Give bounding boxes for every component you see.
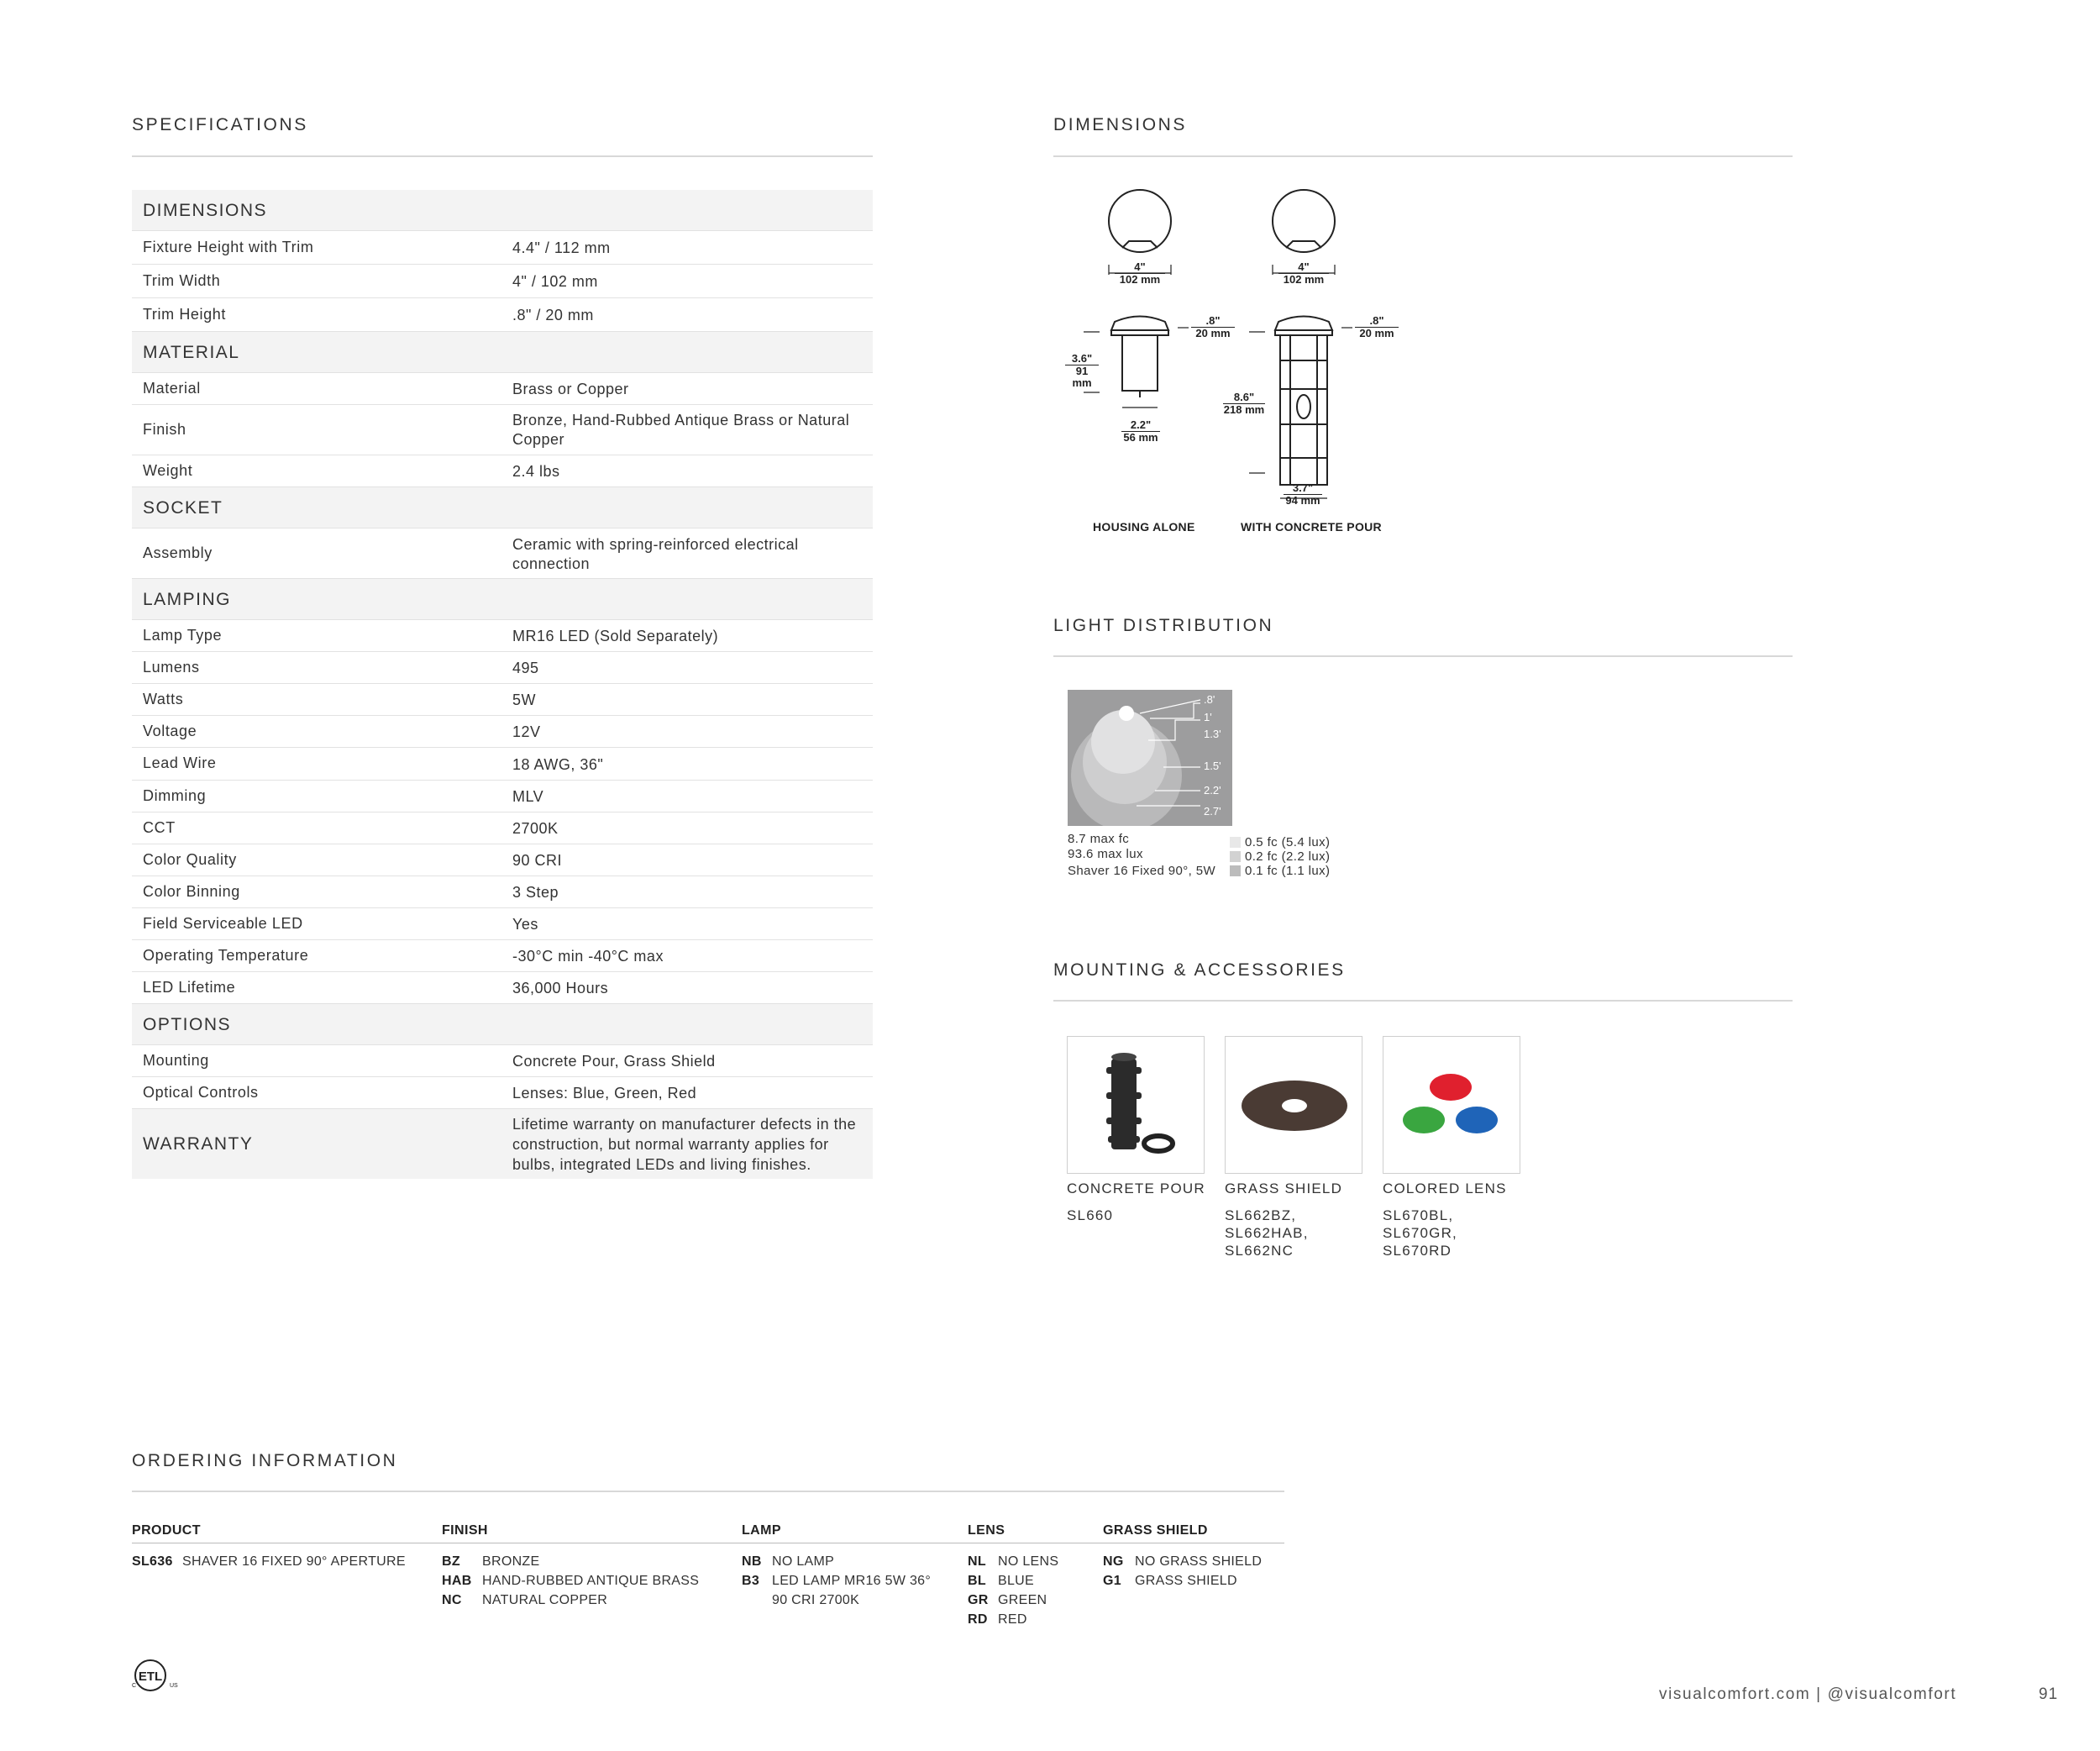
spec-category-material bbox=[132, 332, 873, 373]
spec-row bbox=[132, 908, 873, 940]
dimension-label: 3.6" 91 mm bbox=[1065, 353, 1099, 389]
accessory-codes: SL662BZ, SL662HAB, SL662NC bbox=[1225, 1207, 1309, 1259]
accessory-label: CONCRETE POUR bbox=[1067, 1180, 1205, 1196]
spec-row bbox=[132, 373, 873, 405]
concrete-pour-body bbox=[1280, 335, 1327, 485]
footer-site[interactable]: visualcomfort.com | @visualcomfort bbox=[1659, 1685, 1957, 1703]
category-title: MATERIAL bbox=[143, 343, 240, 362]
max-lux: 93.6 max lux bbox=[1068, 847, 1143, 861]
trim-top-view-right bbox=[1273, 190, 1335, 252]
divider bbox=[1053, 1000, 1793, 1002]
spec-key: Optical Controls bbox=[143, 1084, 259, 1101]
spec-value: 4.4" / 112 mm bbox=[512, 239, 611, 256]
spec-key: Finish bbox=[143, 421, 186, 438]
spec-key: Mounting bbox=[143, 1052, 209, 1069]
scale-label: 1.5' bbox=[1204, 760, 1221, 772]
dimension-label: 2.2" 56 mm bbox=[1121, 419, 1160, 444]
spec-value: 4" / 102 mm bbox=[512, 273, 598, 290]
ordering-option: HAB HAND-RUBBED ANTIQUE BRASS bbox=[442, 1574, 700, 1588]
concrete-pour-image bbox=[1067, 1036, 1205, 1174]
spec-key: Field Serviceable LED bbox=[143, 915, 303, 932]
spec-key: Operating Temperature bbox=[143, 947, 309, 964]
colored-lens-image bbox=[1383, 1036, 1520, 1174]
spec-value: -30°C min -40°C max bbox=[512, 948, 664, 965]
spec-category-options bbox=[132, 1004, 873, 1045]
spec-row bbox=[132, 528, 873, 579]
spec-row bbox=[132, 716, 873, 748]
spec-value: 495 bbox=[512, 660, 539, 676]
housing-trim bbox=[1111, 317, 1168, 331]
spec-row bbox=[132, 748, 873, 781]
accessory-label: GRASS SHIELD bbox=[1225, 1180, 1343, 1196]
ordering-header-finish: FINISH bbox=[442, 1523, 488, 1538]
accessory-codes: SL660 bbox=[1067, 1207, 1114, 1223]
concrete-pour-trim bbox=[1275, 317, 1332, 331]
spec-value: 36,000 Hours bbox=[512, 980, 609, 996]
ordering-option: NG NO GRASS SHIELD bbox=[1103, 1554, 1263, 1569]
dimension-label: 4" 102 mm bbox=[1278, 261, 1329, 286]
spec-row bbox=[132, 972, 873, 1004]
spec-key: Dimming bbox=[143, 787, 207, 804]
spec-key: Lumens bbox=[143, 659, 200, 676]
housing-body bbox=[1122, 335, 1158, 391]
spec-key: Trim Width bbox=[143, 272, 221, 289]
ordering-header-product: PRODUCT bbox=[132, 1523, 201, 1538]
spec-key: Lead Wire bbox=[143, 755, 217, 771]
scale-label: 1.3' bbox=[1204, 728, 1221, 740]
spec-row bbox=[132, 265, 873, 298]
spec-value: Brass or Copper bbox=[512, 381, 629, 397]
ordering-option: NL NO LENS bbox=[968, 1554, 1059, 1569]
page-number: 91 bbox=[2039, 1685, 2059, 1703]
dimension-label: 4" 102 mm bbox=[1115, 261, 1165, 286]
ordering-header-grass-shield: GRASS SHIELD bbox=[1103, 1523, 1208, 1538]
spec-row bbox=[132, 1077, 873, 1109]
ordering-option: BL BLUE bbox=[968, 1574, 1034, 1588]
spec-row bbox=[132, 231, 873, 265]
ordering-option: BZ BRONZE bbox=[442, 1554, 540, 1569]
category-title: SOCKET bbox=[143, 498, 223, 518]
warranty-text: Lifetime warranty on manufacturer defects in the construction, but normal warranty applies for bulbs, integrated LEDs and living finishes. bbox=[512, 1116, 857, 1173]
divider bbox=[1053, 155, 1793, 157]
spec-value: MLV bbox=[512, 788, 544, 805]
legend-swatch bbox=[1230, 865, 1241, 876]
dimension-label: 8.6" 218 mm bbox=[1223, 391, 1265, 416]
spec-category-socket bbox=[132, 487, 873, 528]
model-label: Shaver 16 Fixed 90°, 5W bbox=[1068, 864, 1216, 878]
spec-category-lamping bbox=[132, 579, 873, 620]
dimension-drawings bbox=[1053, 181, 1423, 542]
ordering-option: G1 GRASS SHIELD bbox=[1103, 1574, 1237, 1588]
legend-swatch bbox=[1230, 837, 1241, 848]
legend-label: 0.5 fc (5.4 lux) bbox=[1245, 835, 1331, 849]
ordering-option: NB NO LAMP bbox=[742, 1554, 835, 1569]
spec-value: Concrete Pour, Grass Shield bbox=[512, 1053, 716, 1070]
spec-key: Assembly bbox=[143, 544, 213, 561]
grass-shield-image bbox=[1225, 1036, 1362, 1174]
spec-key: Trim Height bbox=[143, 306, 226, 323]
category-title: DIMENSIONS bbox=[143, 201, 268, 220]
spec-row bbox=[132, 455, 873, 487]
dimension-label: .8" 20 mm bbox=[1355, 315, 1399, 339]
spec-row bbox=[132, 844, 873, 876]
ordering-option: SL636 SHAVER 16 FIXED 90° APERTURE bbox=[132, 1554, 406, 1569]
scale-label: .8' bbox=[1204, 693, 1215, 706]
divider bbox=[132, 155, 873, 157]
spec-value: 2.4 lbs bbox=[512, 463, 560, 480]
etl-certification-logo bbox=[132, 1657, 179, 1694]
caption-housing-alone: HOUSING ALONE bbox=[1093, 520, 1195, 534]
spec-value: MR16 LED (Sold Separately) bbox=[512, 628, 719, 644]
legend-swatch bbox=[1230, 851, 1241, 862]
divider bbox=[1053, 655, 1793, 657]
spec-row bbox=[132, 405, 873, 455]
svg-text:C: C bbox=[132, 1683, 137, 1689]
trim-top-view-left bbox=[1109, 190, 1171, 252]
dimension-label: 3.7" 94 mm bbox=[1284, 482, 1322, 507]
scale-label: 1' bbox=[1204, 711, 1212, 723]
ordering-option: 90 CRI 2700K bbox=[772, 1593, 860, 1607]
light-distribution-heading: LIGHT DISTRIBUTION bbox=[1053, 616, 1274, 635]
divider bbox=[132, 1491, 1284, 1492]
spec-row bbox=[132, 876, 873, 908]
ordering-option: GR GREEN bbox=[968, 1593, 1047, 1607]
light-distribution-diagram bbox=[1068, 690, 1232, 826]
spec-key: Lamp Type bbox=[143, 627, 223, 644]
specifications-table bbox=[132, 190, 873, 1179]
spec-key: Color Binning bbox=[143, 883, 240, 900]
spec-row bbox=[132, 1045, 873, 1077]
spec-value: 90 CRI bbox=[512, 852, 563, 869]
spec-row bbox=[132, 781, 873, 812]
spec-value: 3 Step bbox=[512, 884, 559, 901]
accessory-label: COLORED LENS bbox=[1383, 1180, 1507, 1196]
ordering-header-lamp: LAMP bbox=[742, 1523, 781, 1538]
spec-row bbox=[132, 812, 873, 844]
category-title: OPTIONS bbox=[143, 1015, 232, 1034]
ordering-option: NC NATURAL COPPER bbox=[442, 1593, 608, 1607]
spec-value: Bronze, Hand-Rubbed Antique Brass or Natural Copper bbox=[512, 412, 850, 448]
category-title: LAMPING bbox=[143, 590, 232, 609]
scale-label: 2.7' bbox=[1204, 805, 1221, 818]
accessory-codes: SL670BL, SL670GR, SL670RD bbox=[1383, 1207, 1457, 1259]
legend-label: 0.2 fc (2.2 lux) bbox=[1245, 849, 1331, 864]
spec-key: Weight bbox=[143, 462, 193, 479]
spec-value: Lenses: Blue, Green, Red bbox=[512, 1085, 697, 1102]
spec-key: Color Quality bbox=[143, 851, 237, 868]
svg-text:ETL: ETL bbox=[138, 1669, 163, 1684]
spec-value: Yes bbox=[512, 916, 538, 933]
spec-row bbox=[132, 620, 873, 652]
spec-key: Watts bbox=[143, 691, 184, 707]
ordering-header-lens: LENS bbox=[968, 1523, 1005, 1538]
spec-key: Fixture Height with Trim bbox=[143, 239, 314, 255]
dimension-label: .8" 20 mm bbox=[1191, 315, 1235, 339]
category-title: WARRANTY bbox=[143, 1134, 254, 1154]
spec-row bbox=[132, 940, 873, 972]
spec-category-dimensions bbox=[132, 190, 873, 231]
legend-label: 0.1 fc (1.1 lux) bbox=[1245, 864, 1331, 878]
spec-value: 12V bbox=[512, 723, 541, 740]
mounting-accessories-heading: MOUNTING & ACCESSORIES bbox=[1053, 960, 1346, 980]
spec-category-warranty bbox=[132, 1109, 873, 1179]
spec-key: CCT bbox=[143, 819, 176, 836]
spec-key: LED Lifetime bbox=[143, 979, 236, 996]
spec-row bbox=[132, 684, 873, 716]
spec-key: Material bbox=[143, 380, 201, 397]
ordering-option: B3 LED LAMP MR16 5W 36° bbox=[742, 1574, 932, 1588]
spec-row bbox=[132, 652, 873, 684]
ordering-option: RD RED bbox=[968, 1612, 1027, 1627]
spec-value: 18 AWG, 36" bbox=[512, 756, 604, 773]
spec-row bbox=[132, 298, 873, 332]
ordering-information-heading: ORDERING INFORMATION bbox=[132, 1451, 398, 1470]
spec-value: 5W bbox=[512, 691, 536, 708]
spec-value: Ceramic with spring-reinforced electrical connection bbox=[512, 536, 799, 572]
spec-value: 2700K bbox=[512, 820, 559, 837]
dimensions-heading: DIMENSIONS bbox=[1053, 115, 1188, 134]
caption-with-concrete-pour: WITH CONCRETE POUR bbox=[1241, 520, 1382, 534]
spec-key: Voltage bbox=[143, 723, 197, 739]
specifications-heading: SPECIFICATIONS bbox=[132, 115, 308, 134]
svg-text:US: US bbox=[170, 1683, 178, 1689]
scale-label: 2.2' bbox=[1204, 784, 1221, 797]
max-fc: 8.7 max fc bbox=[1068, 832, 1130, 846]
spec-value: .8" / 20 mm bbox=[512, 307, 594, 323]
